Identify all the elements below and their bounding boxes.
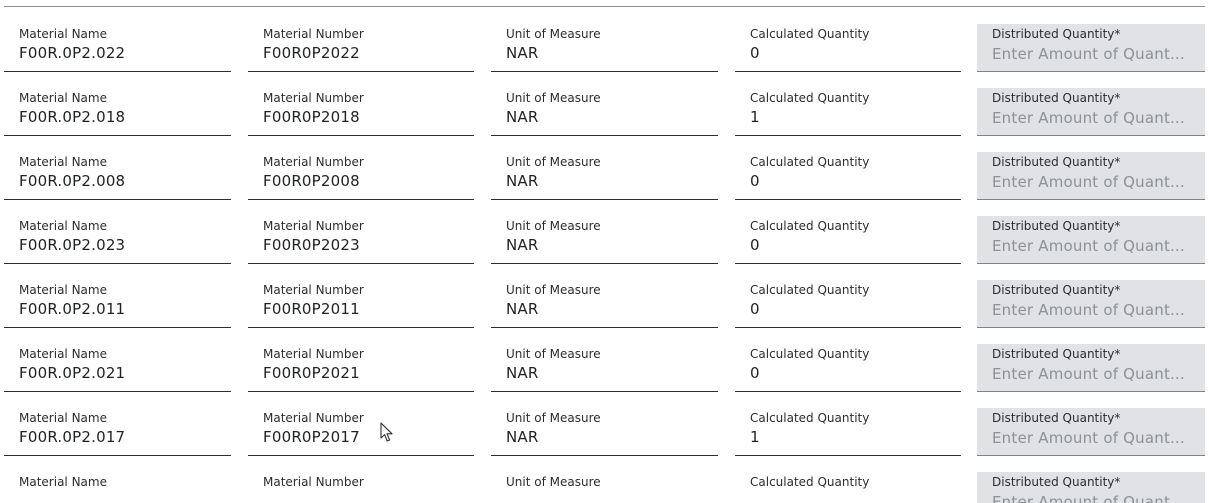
- distributed-quantity-label: Distributed Quantity*: [992, 91, 1121, 105]
- calculated-quantity-label: Calculated Quantity: [750, 411, 870, 425]
- calculated-quantity-label: Calculated Quantity: [750, 27, 870, 41]
- unit-of-measure-label: Unit of Measure: [506, 475, 601, 489]
- calculated-quantity-value: 0: [750, 236, 760, 254]
- material-name-label: Material Name: [19, 219, 107, 233]
- calculated-quantity-field: [735, 216, 961, 264]
- material-number-value: F00R0P2008: [263, 172, 360, 190]
- material-name-field: [4, 216, 231, 264]
- calculated-quantity-value: 0: [750, 364, 760, 382]
- distributed-quantity-field[interactable]: [977, 152, 1205, 200]
- material-rows-list: [0, 24, 1209, 503]
- distributed-quantity-label: Distributed Quantity*: [992, 347, 1121, 361]
- distributed-quantity-input[interactable]: [992, 364, 1192, 384]
- material-name-value: F00R.0P2.018: [19, 108, 126, 126]
- material-name-value: F00R.0P2.022: [19, 44, 126, 62]
- material-name-value: F00R.0P2.017: [19, 428, 126, 446]
- calculated-quantity-value: 1: [750, 428, 760, 446]
- distributed-quantity-field[interactable]: [977, 216, 1205, 264]
- material-name-value: F00R.0P2.021: [19, 364, 126, 382]
- distributed-quantity-input[interactable]: [992, 108, 1192, 128]
- distributed-quantity-label: Distributed Quantity*: [992, 475, 1121, 489]
- distributed-quantity-input[interactable]: [992, 300, 1192, 320]
- material-row: [0, 280, 1209, 344]
- distributed-quantity-field[interactable]: [977, 24, 1205, 72]
- calculated-quantity-field: [735, 280, 961, 328]
- calculated-quantity-label: Calculated Quantity: [750, 347, 870, 361]
- calculated-quantity-label: Calculated Quantity: [750, 219, 870, 233]
- calculated-quantity-field: [735, 152, 961, 200]
- calculated-quantity-field: [735, 88, 961, 136]
- material-number-field: [248, 88, 474, 136]
- distributed-quantity-label: Distributed Quantity*: [992, 219, 1121, 233]
- material-row: [0, 408, 1209, 472]
- material-row: [0, 216, 1209, 280]
- material-name-label: Material Name: [19, 475, 107, 489]
- distributed-quantity-field[interactable]: [977, 344, 1205, 392]
- material-row: [0, 152, 1209, 216]
- distributed-quantity-label: Distributed Quantity*: [992, 27, 1121, 41]
- material-name-field: [4, 472, 231, 503]
- unit-of-measure-label: Unit of Measure: [506, 27, 601, 41]
- unit-of-measure-value: NAR: [506, 300, 539, 318]
- calculated-quantity-value: 1: [750, 108, 760, 126]
- calculated-quantity-value: 0: [750, 300, 760, 318]
- unit-of-measure-value: NAR: [506, 172, 539, 190]
- material-number-label: Material Number: [263, 91, 364, 105]
- unit-of-measure-label: Unit of Measure: [506, 347, 601, 361]
- material-row: [0, 344, 1209, 408]
- unit-of-measure-value: NAR: [506, 236, 539, 254]
- material-name-label: Material Name: [19, 347, 107, 361]
- material-number-label: Material Number: [263, 155, 364, 169]
- material-number-value: F00R0P2021: [263, 364, 360, 382]
- material-name-value: F00R.0P2.008: [19, 172, 126, 190]
- material-name-label: Material Name: [19, 411, 107, 425]
- unit-of-measure-field: [491, 472, 718, 503]
- material-number-label: Material Number: [263, 475, 364, 489]
- material-name-label: Material Name: [19, 283, 107, 297]
- distributed-quantity-input[interactable]: [992, 428, 1192, 448]
- material-name-value: F00R.0P2.011: [19, 300, 126, 318]
- material-number-value: F00R0P2023: [263, 236, 360, 254]
- material-name-field: [4, 408, 231, 456]
- material-number-field: [248, 152, 474, 200]
- unit-of-measure-value: NAR: [506, 428, 539, 446]
- calculated-quantity-field: [735, 408, 961, 456]
- distributed-quantity-label: Distributed Quantity*: [992, 411, 1121, 425]
- calculated-quantity-field: [735, 24, 961, 72]
- unit-of-measure-field: [491, 344, 718, 392]
- material-number-field: [248, 472, 474, 503]
- unit-of-measure-field: [491, 216, 718, 264]
- material-number-label: Material Number: [263, 27, 364, 41]
- calculated-quantity-value: 0: [750, 172, 760, 190]
- distributed-quantity-field[interactable]: [977, 472, 1205, 503]
- distributed-quantity-label: Distributed Quantity*: [992, 283, 1121, 297]
- material-number-label: Material Number: [263, 411, 364, 425]
- material-row: [0, 88, 1209, 152]
- material-row: [0, 472, 1209, 503]
- material-number-label: Material Number: [263, 283, 364, 297]
- material-name-label: Material Name: [19, 27, 107, 41]
- calculated-quantity-label: Calculated Quantity: [750, 155, 870, 169]
- distributed-quantity-input[interactable]: [992, 172, 1192, 192]
- material-name-field: [4, 88, 231, 136]
- material-number-label: Material Number: [263, 219, 364, 233]
- material-name-field: [4, 280, 231, 328]
- unit-of-measure-field: [491, 152, 718, 200]
- material-number-value: F00R0P2017: [263, 428, 360, 446]
- unit-of-measure-label: Unit of Measure: [506, 91, 601, 105]
- unit-of-measure-value: NAR: [506, 44, 539, 62]
- material-number-field: [248, 216, 474, 264]
- material-name-value: F00R.0P2.023: [19, 236, 126, 254]
- material-number-field: [248, 24, 474, 72]
- distributed-quantity-input[interactable]: [992, 492, 1192, 503]
- material-number-field: [248, 344, 474, 392]
- calculated-quantity-label: Calculated Quantity: [750, 91, 870, 105]
- unit-of-measure-field: [491, 24, 718, 72]
- material-row: [0, 24, 1209, 88]
- material-name-field: [4, 152, 231, 200]
- material-number-value: F00R0P2018: [263, 108, 360, 126]
- unit-of-measure-label: Unit of Measure: [506, 411, 601, 425]
- material-name-label: Material Name: [19, 155, 107, 169]
- calculated-quantity-label: Calculated Quantity: [750, 283, 870, 297]
- calculated-quantity-field: [735, 472, 961, 503]
- calculated-quantity-label: Calculated Quantity: [750, 475, 870, 489]
- unit-of-measure-label: Unit of Measure: [506, 283, 601, 297]
- material-number-label: Material Number: [263, 347, 364, 361]
- material-name-field: [4, 344, 231, 392]
- material-number-field: [248, 408, 474, 456]
- distributed-quantity-input[interactable]: [992, 236, 1192, 256]
- unit-of-measure-field: [491, 280, 718, 328]
- material-number-field: [248, 280, 474, 328]
- distributed-quantity-field[interactable]: [977, 280, 1205, 328]
- material-name-field: [4, 24, 231, 72]
- calculated-quantity-field: [735, 344, 961, 392]
- unit-of-measure-field: [491, 408, 718, 456]
- distributed-quantity-field[interactable]: [977, 88, 1205, 136]
- top-divider: [4, 6, 1205, 7]
- unit-of-measure-label: Unit of Measure: [506, 219, 601, 233]
- unit-of-measure-field: [491, 88, 718, 136]
- distributed-quantity-field[interactable]: [977, 408, 1205, 456]
- material-name-label: Material Name: [19, 91, 107, 105]
- distributed-quantity-input[interactable]: [992, 44, 1192, 64]
- unit-of-measure-value: NAR: [506, 108, 539, 126]
- unit-of-measure-value: NAR: [506, 364, 539, 382]
- unit-of-measure-label: Unit of Measure: [506, 155, 601, 169]
- calculated-quantity-value: 0: [750, 44, 760, 62]
- distributed-quantity-label: Distributed Quantity*: [992, 155, 1121, 169]
- material-number-value: F00R0P2022: [263, 44, 360, 62]
- material-number-value: F00R0P2011: [263, 300, 360, 318]
